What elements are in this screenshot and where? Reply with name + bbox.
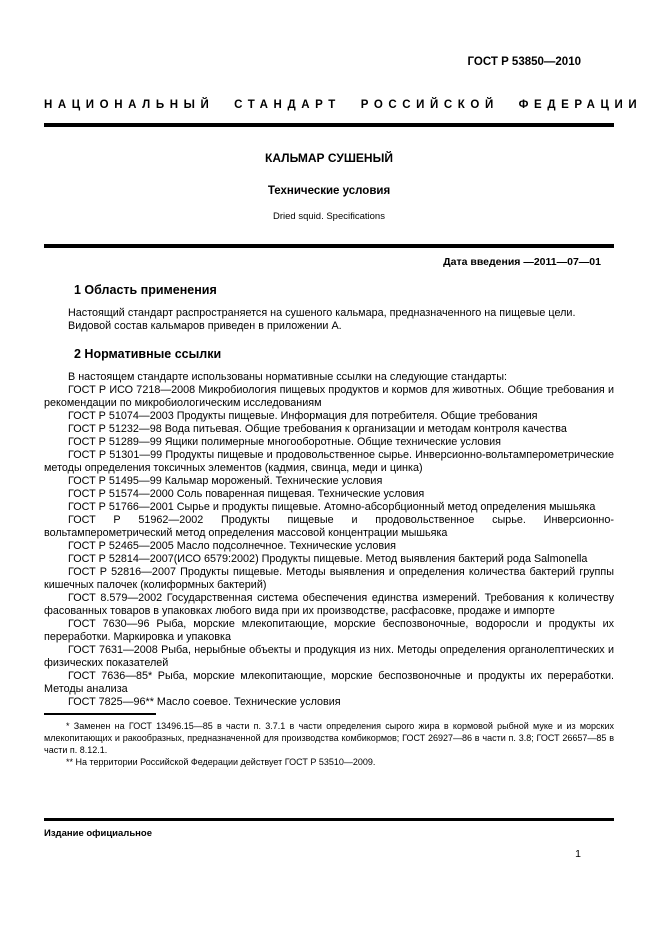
footer-divider — [44, 818, 614, 821]
reference-entry: ГОСТ Р 52816—2007 Продукты пищевые. Методы выявления и определения количества бактерий группы кишечных палочек (колиформных бактерий) — [44, 566, 614, 591]
section-scope-body — [44, 307, 614, 333]
reference-entry: ГОСТ Р 52814—2007(ИСО 6579:2002) Продукты пищевые. Метод выявления бактерий рода Salmonella — [68, 553, 588, 565]
footnote-block — [44, 713, 614, 768]
edition-label: Издание официальное — [44, 828, 152, 839]
reference-entry: ГОСТ 7636—85* Рыба, морские млекопитающие, морские беспозвоночные и продукты их переработки. Методы анализа — [44, 670, 614, 695]
page-number: 1 — [575, 848, 581, 860]
section-scope — [44, 283, 614, 333]
section-references — [44, 347, 614, 709]
doc-title: КАЛЬМАР СУШЕНЫЙ — [265, 151, 393, 165]
section-references-body — [44, 371, 614, 709]
reference-entry: ГОСТ Р 51766—2001 Сырье и продукты пищевые. Атомно-абсорбционный метод определения мышьяка — [68, 501, 596, 513]
doc-title-english: Dried squid. Specifications — [273, 211, 385, 222]
doc-subtitle: Технические условия — [267, 185, 391, 197]
footnote: ** На территории Российской Федерации действует ГОСТ Р 53510—2009. — [66, 757, 376, 767]
reference-entry: В настоящем стандарте использованы нормативные ссылки на следующие стандарты: — [68, 371, 507, 383]
reference-entry: ГОСТ 7631—2008 Рыба, нерыбные объекты и продукция из них. Методы определения органолептических и физических показателей — [44, 644, 614, 669]
standard-banner: НАЦИОНАЛЬНЫЙ СТАНДАРТ РОССИЙСКОЙ ФЕДЕРАЦИИ — [44, 99, 643, 111]
reference-entry: ГОСТ Р 51074—2003 Продукты пищевые. Информация для потребителя. Общие требования — [68, 410, 538, 422]
reference-entry: ГОСТ 7825—96** Масло соевое. Технические условия — [68, 696, 341, 708]
effective-date: Дата введения —2011—07—01 — [443, 256, 601, 268]
title-block — [44, 151, 614, 222]
reference-entry: ГОСТ Р ИСО 7218—2008 Микробиология пищевых продуктов и кормов для животных. Общие требования и рекомендации по микробиологическим исследованиям — [44, 384, 614, 409]
reference-entry: ГОСТ 8.579—2002 Государственная система обеспечения единства измерений. Требования к количеству фасованных товаров в упаковках любого вида при их производстве, расфасовке, продаже и импорте — [44, 592, 614, 617]
reference-entry: ГОСТ Р 52465—2005 Масло подсолнечное. Технические условия — [68, 540, 397, 552]
footnote-divider — [44, 713, 156, 715]
reference-entry: ГОСТ Р 51574—2000 Соль поваренная пищевая. Технические условия — [68, 488, 425, 500]
paragraph: Видовой состав кальмаров приведен в приложении А. — [68, 320, 342, 332]
reference-entry: ГОСТ Р 51962—2002 Продукты пищевые и продовольственное сырье. Инверсионно-вольтамперометрический метод определения массовой концентрации мышьяка — [44, 514, 614, 539]
footnote-list — [44, 720, 614, 768]
reference-entry: ГОСТ Р 51301—99 Продукты пищевые и продовольственное сырье. Инверсионно-вольтамперометрические методы определения токсичных элементов (кадмия, свинца, меди и цинка) — [44, 449, 614, 474]
footnote: * Заменен на ГОСТ 13496.15—85 в части п. 3.7.1 в части определения сырого жира в кормовой рыбной муке и из морских млекопитающих и ракообразных, предназначенной для производства комбикормов; ГОСТ 26927—86 в части п. 3.8; ГОСТ 26657—85 в части п. 8.12.1. — [44, 721, 614, 755]
paragraph: Настоящий стандарт распространяется на сушеного кальмара, предназначенного на пищевые цели. — [68, 307, 576, 319]
doc-code: ГОСТ Р 53850—2010 — [467, 56, 581, 68]
header-divider — [44, 123, 614, 127]
section-references-heading: 2 Нормативные ссылки — [74, 347, 222, 361]
section-scope-heading: 1 Область применения — [74, 283, 217, 297]
reference-entry: ГОСТ 7630—96 Рыба, морские млекопитающие, морские беспозвоночные, водоросли и продукты их переработки. Маркировка и упаковка — [44, 618, 614, 643]
reference-entry: ГОСТ Р 51495—99 Кальмар мороженый. Технические условия — [68, 475, 383, 487]
reference-entry: ГОСТ Р 51289—99 Ящики полимерные многооборотные. Общие технические условия — [68, 436, 501, 448]
reference-entry: ГОСТ Р 51232—98 Вода питьевая. Общие требования к организации и методам контроля качества — [68, 423, 567, 435]
title-divider — [44, 244, 614, 248]
page-footer — [44, 818, 614, 860]
